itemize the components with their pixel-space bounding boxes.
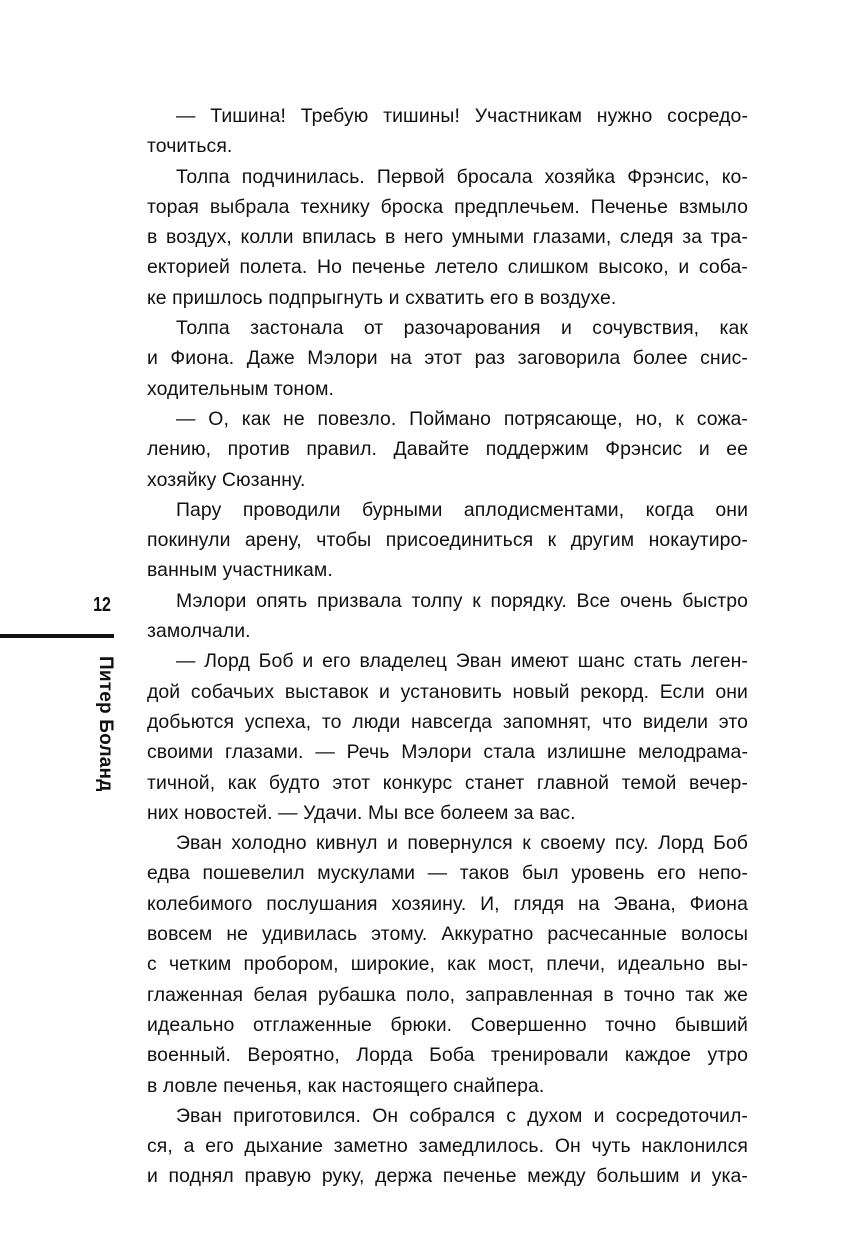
text-line: ходительным тоном.	[147, 377, 335, 400]
text-line: лению, против правил. Давайте поддержим Фрэнсис и ее	[147, 438, 748, 461]
text-line: — Лорд Боб и его владелец Эван имеют шанс стать леген-	[176, 650, 748, 673]
text-line: ванным участникам.	[147, 559, 333, 582]
text-line: Эван приготовился. Он собрался с духом и сосредоточил-	[176, 1104, 748, 1127]
text-line: хозяйку Сюзанну.	[147, 468, 306, 491]
page-number: 12	[93, 594, 111, 616]
text-line: военный. Вероятно, Лорда Боба тренировали каждое утро	[147, 1044, 748, 1067]
text-line: добьются успеха, то люди навсегда запомнят, что видели это	[147, 710, 748, 733]
text-line: своими глазами. — Речь Мэлори стала излишне мелодрама-	[147, 741, 748, 764]
text-line: едва пошевелил мускулами — таков был уровень его непо-	[147, 862, 748, 885]
text-line: ся, а его дыхание заметно замедлилось. Он чуть наклонился	[147, 1135, 748, 1158]
text-line: в ловле печенья, как настоящего снайпера.	[147, 1074, 545, 1097]
text-line: ке пришлось подпрыгнуть и схватить его в воздухе.	[147, 286, 617, 309]
text-line: глаженная белая рубашка поло, заправленная в точно так же	[147, 983, 748, 1006]
text-line: них новостей. — Удачи. Мы все болеем за вас.	[147, 801, 576, 824]
text-line: Эван холодно кивнул и повернулся к своему псу. Лорд Боб	[176, 832, 748, 855]
text-line: вовсем не удивилась этому. Аккуратно расчесанные волосы	[147, 923, 748, 946]
text-line: Толпа подчинилась. Первой бросала хозяйка Фрэнсис, ко-	[176, 165, 748, 188]
text-line: — Тишина! Требую тишины! Участникам нужно сосредо-	[176, 105, 748, 127]
text-line: торая выбрала технику броска предплечьем. Печенье взмыло	[147, 195, 748, 218]
text-line: колебимого послушания хозяину. И, глядя на Эвана, Фиона	[147, 892, 748, 915]
text-line: с четким пробором, широкие, как мост, плечи, идеально вы-	[147, 953, 748, 976]
text-line: идеально отглаженные брюки. Совершенно точно бывший	[147, 1013, 748, 1036]
text-line: покинули арену, чтобы присоединиться к другим нокаутиро-	[147, 529, 748, 552]
text-line: в воздух, колли впилась в него умными глазами, следя за тра-	[147, 226, 748, 249]
text-line: екторией полета. Но печенье летело слишком высоко, и соба-	[147, 256, 748, 279]
text-line: Мэлори опять призвала толпу к порядку. Все очень быстро	[176, 589, 748, 612]
text-line: — О, как не повезло. Поймано потрясающе, но, к сожа-	[176, 407, 748, 430]
text-line: Пару проводили бурными аплодисментами, когда они	[176, 498, 748, 521]
running-head-author: Питер Боланд	[95, 656, 116, 792]
text-line: дой собачьих выставок и установить новый рекорд. Если они	[147, 680, 748, 703]
text-line: тичной, как будто этот конкурс станет главной темой вечер-	[147, 771, 748, 794]
body-text	[147, 101, 748, 1192]
text-line: и поднял правую руку, держа печенье между большим и ука-	[147, 1165, 748, 1188]
text-line: и Фиона. Даже Мэлори на этот раз заговорила более снис-	[147, 347, 748, 370]
text-line: точиться.	[147, 135, 233, 158]
side-divider-rule	[0, 634, 114, 638]
text-line: замолчали.	[147, 620, 251, 643]
text-line: Толпа застонала от разочарования и сочувствия, как	[176, 317, 748, 340]
